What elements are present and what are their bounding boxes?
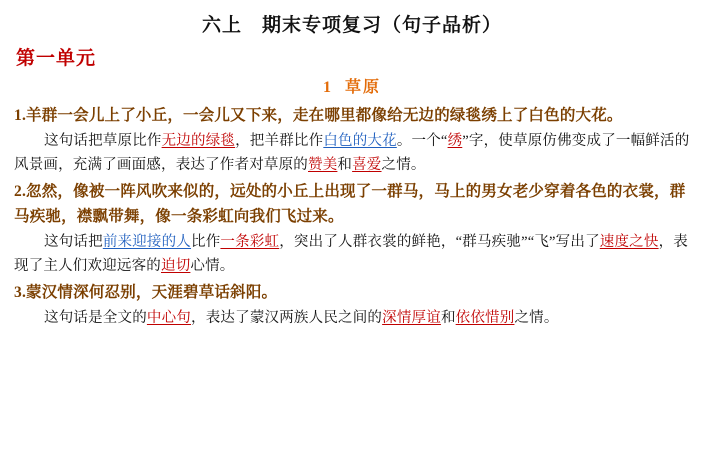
question-3 [14,280,690,305]
answer-1-part-3: 白色的大花 [323,133,397,150]
question-1-number: 1. [14,107,27,124]
question-2-number: 2. [14,183,27,201]
section-title [14,74,690,97]
answer-1-part-4: 。一个“ [396,133,448,150]
answer-2-part-3: 一条彩虹 [220,234,280,251]
unit-heading: 第一单元 [16,48,97,69]
answer-1-part-2: ，把羊群比作 [235,133,324,150]
answer-1-part-10: 之情。 [381,156,426,173]
answer-3-part-0: 这句话是全文的 [44,310,147,327]
answer-2-part-8: 心情。 [190,257,235,274]
answer-3 [14,307,690,330]
answer-1-part-7: 赞美 [308,156,338,173]
answer-1-part-9: 喜爱 [352,156,382,173]
page-title-main: 六上 期末专项复习 [201,15,382,36]
answer-1-part-0: 这句话把草原比作 [44,133,162,150]
answer-3-part-2: ，表达了蒙汉两族人民之间的 [191,310,383,327]
answer-2-part-0: 这句话把 [44,234,103,251]
question-2-text: 忽然，像被一阵风吹来似的，远处的小丘上出现了一群马，马上的男女老少穿着各色的衣裳，群马疾驰，襟飘带舞，像一条彩虹向我们飞过来。 [14,183,686,226]
section-name: 草原 [344,79,381,96]
question-1-text: 羊群一会儿上了小丘，一会儿又下来，走在哪里都像给无边的绿毯绣上了白色的大花。 [26,107,623,124]
answer-1-part-1: 无边的绿毯 [161,133,236,150]
answer-2-part-7: 迫切 [161,257,191,274]
answer-1-part-6: ”字，使草原仿佛变成了一幅鲜活的风景画，充满了画面感，表达了作者对草原的 [14,133,690,173]
answer-2-part-2: 比作 [191,234,221,251]
answer-1-part-8: 和 [337,156,353,173]
answer-1 [14,130,690,177]
answer-2-part-1: 前来迎接的人 [102,234,192,251]
answer-3-part-6: 之情。 [514,310,559,327]
answer-1-part-5: 绣 [447,133,463,150]
question-2 [14,179,690,229]
answer-3-part-4: 和 [440,310,456,327]
answer-2-part-5: 速度之快 [599,234,659,251]
answer-2 [14,231,690,278]
answer-3-part-5: 依依惜别 [455,310,515,327]
question-1 [14,103,690,128]
answer-3-part-1: 中心句 [146,310,192,327]
page-title [14,10,690,37]
answer-3-part-3: 深情厚谊 [382,310,441,327]
question-3-text: 蒙汉情深何忍别，天涯碧草话斜阳。 [26,284,278,302]
answer-2-part-4: ，突出了人群衣裳的鲜艳，“群马疾驰”“飞”写出了 [279,234,600,251]
page-title-paren: （句子品析） [382,15,503,36]
section-number: 1 [322,79,333,96]
answer-2-part-6: ，表现了主人们欢迎远客的 [14,234,688,274]
question-3-number: 3. [14,284,27,302]
